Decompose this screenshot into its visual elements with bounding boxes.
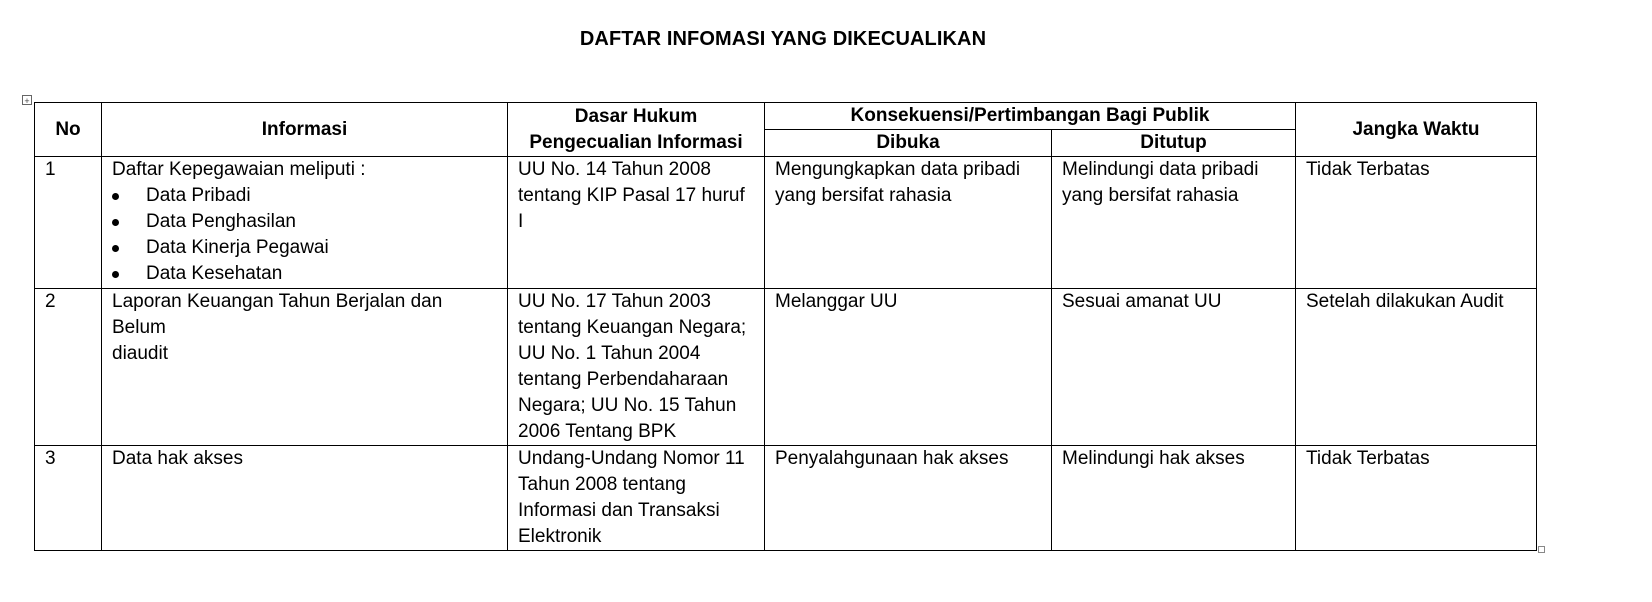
informasi-bullet-list [112, 183, 497, 287]
cell-text-line: tentang KIP Pasal 17 huruf I [518, 185, 745, 232]
cell-text-line: tentang Keuangan Negara; [518, 317, 747, 338]
cell-dibuka: Melanggar UU [765, 289, 1052, 446]
cell-text-line: Melindungi data pribadi [1062, 159, 1259, 180]
bullet-icon [112, 219, 119, 226]
table-row [35, 446, 1537, 551]
list-item [112, 261, 497, 287]
cell-text-line: diaudit [112, 343, 168, 364]
cell-dasar-hukum [508, 157, 765, 289]
cell-informasi: Data hak akses [102, 446, 508, 551]
header-informasi: Informasi [102, 103, 508, 157]
header-dasar-hukum [508, 103, 765, 157]
cell-ditutup [1052, 157, 1296, 289]
cell-informasi [102, 289, 508, 446]
header-dibuka: Dibuka [765, 130, 1052, 157]
cell-no: 3 [35, 446, 102, 551]
cell-text-line: UU No. 1 Tahun 2004 [518, 343, 701, 364]
cell-text-line: UU No. 17 Tahun 2003 [518, 291, 711, 312]
cell-text-line: Tahun 2008 tentang [518, 474, 686, 495]
header-ditutup: Ditutup [1052, 130, 1296, 157]
table-row [35, 289, 1537, 446]
cell-no: 1 [35, 157, 102, 289]
table-move-handle-icon[interactable]: + [22, 95, 32, 105]
table-row [35, 157, 1537, 289]
cell-text-line: 2006 Tentang BPK [518, 421, 677, 442]
table-resize-handle-icon[interactable] [1538, 546, 1545, 553]
list-item-label: Data Penghasilan [146, 211, 296, 232]
cell-jangka-waktu: Tidak Terbatas [1296, 446, 1537, 551]
excluded-information-table [34, 102, 1537, 551]
cell-text-line: Laporan Keuangan Tahun Berjalan dan Belum [112, 291, 443, 338]
cell-jangka-waktu: Tidak Terbatas [1296, 157, 1537, 289]
header-no: No [35, 103, 102, 157]
cell-informasi [102, 157, 508, 289]
document-title: DAFTAR INFOMASI YANG DIKECUALIKAN [579, 28, 987, 50]
cell-text-line: Negara; UU No. 15 Tahun [518, 395, 737, 416]
cell-dasar-hukum [508, 289, 765, 446]
cell-dasar-hukum [508, 446, 765, 551]
cell-text-line: yang bersifat rahasia [775, 185, 952, 206]
cell-ditutup: Melindungi hak akses [1052, 446, 1296, 551]
list-item-label: Data Pribadi [146, 185, 251, 206]
table-header-row [35, 103, 1537, 130]
bullet-icon [112, 245, 119, 252]
cell-text-line: tentang Perbendaharaan [518, 369, 729, 390]
list-item-label: Data Kesehatan [146, 263, 283, 284]
cell-dibuka: Penyalahgunaan hak akses [765, 446, 1052, 551]
cell-no: 2 [35, 289, 102, 446]
bullet-icon [112, 271, 119, 278]
cell-text-line: Mengungkapkan data pribadi [775, 159, 1021, 180]
header-jangka-waktu: Jangka Waktu [1296, 103, 1537, 157]
bullet-icon [112, 193, 119, 200]
cell-jangka-waktu: Setelah dilakukan Audit [1296, 289, 1537, 446]
cell-text-line: Elektronik [518, 526, 602, 547]
informasi-intro: Daftar Kepegawaian meliputi : [112, 159, 366, 180]
cell-text-line: UU No. 14 Tahun 2008 [518, 159, 711, 180]
header-dasar-hukum-line: Pengecualian Informasi [529, 131, 743, 153]
cell-ditutup: Sesuai amanat UU [1052, 289, 1296, 446]
list-item [112, 209, 497, 235]
list-item [112, 183, 497, 209]
list-item [112, 235, 497, 261]
list-item-label: Data Kinerja Pegawai [146, 237, 329, 258]
cell-dibuka [765, 157, 1052, 289]
cell-text-line: Undang-Undang Nomor 11 [518, 448, 745, 469]
header-dasar-hukum-line: Dasar Hukum [574, 105, 698, 127]
cell-text-line: Informasi dan Transaksi [518, 500, 720, 521]
cell-text-line: yang bersifat rahasia [1062, 185, 1239, 206]
header-konsekuensi: Konsekuensi/Pertimbangan Bagi Publik [765, 103, 1296, 130]
